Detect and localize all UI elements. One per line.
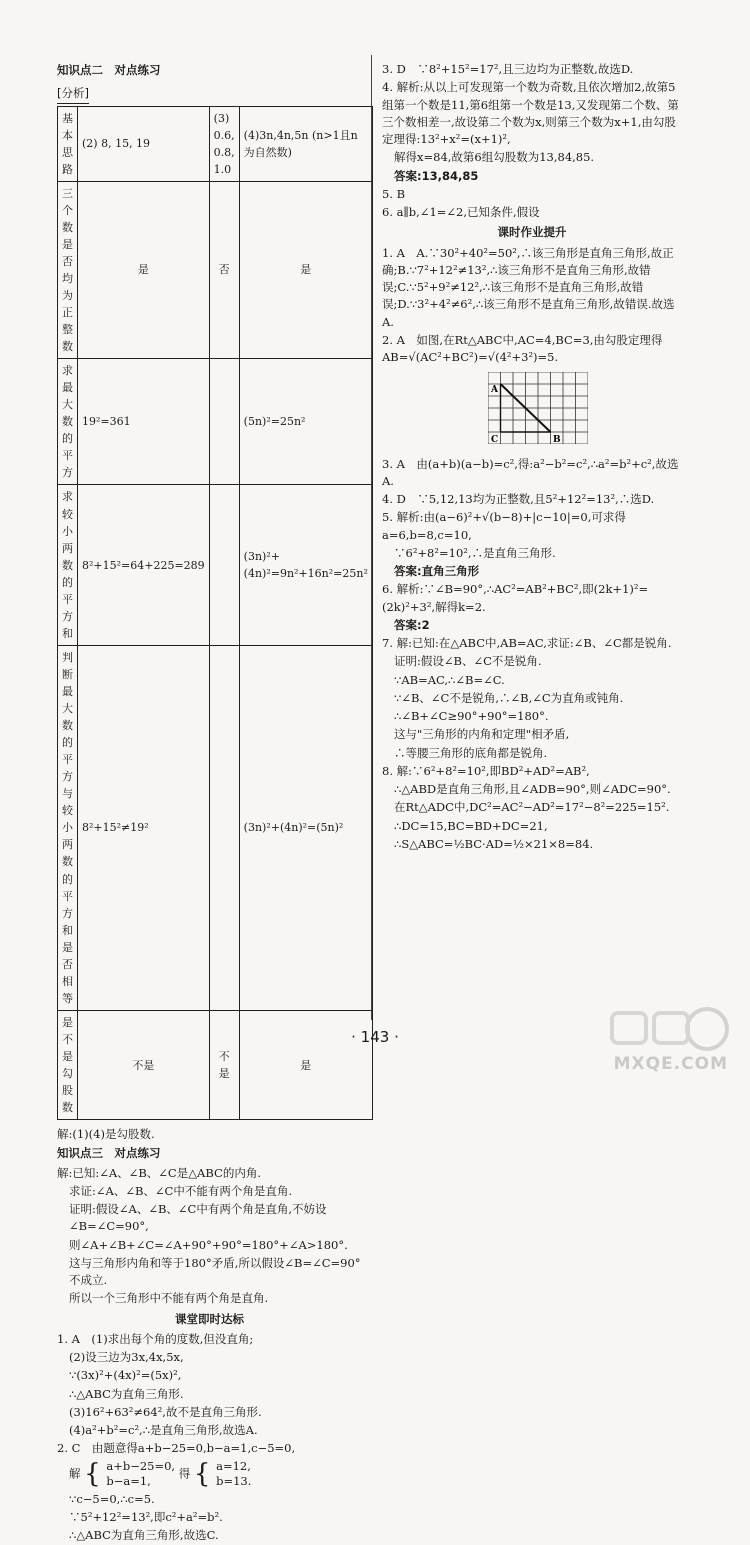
- system-line: b=13.: [216, 1474, 252, 1489]
- table-cell: [209, 359, 239, 485]
- proof-line: 则∠A+∠B+∠C=∠A+90°+90°=180°+∠A>180°.: [69, 1237, 348, 1252]
- answer-line: ∵∠B、∠C不是锐角,∴∠B,∠C为直角或钝角.: [394, 690, 624, 705]
- label-c: C: [491, 435, 499, 445]
- answer-line: 解得x=84,故第6组勾股数为13,84,85.: [394, 150, 595, 165]
- proof-line: 所以一个三角形中不能有两个角是直角.: [69, 1291, 269, 1306]
- proof-line: 这与三角形内角和等于180°矛盾,所以假设∠B=∠C=90°不成立.: [69, 1255, 361, 1288]
- answer-line: (3)16²+63²≠64²,故不是直角三角形.: [69, 1404, 262, 1419]
- row-header: 求较小两数的平方和: [58, 485, 78, 645]
- answer-line: 6. 解析:∵∠B=90°,∴AC²=AB²+BC²,即(2k+1)²=(2k)²+3²,解得k=2.: [382, 582, 649, 614]
- left-column: [57, 60, 368, 1545]
- row-header: 三个数是否均为正整数: [58, 181, 78, 358]
- answer-line: 3. D ∵8²+15²=17²,且三边均为正整数,故选D.: [382, 62, 634, 76]
- answer-label: 答案:13,84,85: [394, 168, 479, 183]
- row-header: 基本思路: [58, 106, 78, 181]
- brace-icon: {: [84, 1459, 101, 1490]
- answer-line: (2)设三边为3x,4x,5x,: [69, 1350, 184, 1365]
- homework-title: 课时作业提升: [497, 225, 567, 240]
- system-line: a=12,: [216, 1458, 251, 1473]
- table-cell: [209, 485, 239, 645]
- system-lines: [106, 1459, 175, 1490]
- table-cell: 8²+15²≠19²: [78, 645, 210, 1010]
- table-cell: (5n)²=25n²: [239, 359, 372, 485]
- answer-line: ∴S△ABC=½BC·AD=½×21×8=84.: [394, 836, 594, 851]
- answer-line: ∴△ABC为直角三角形,故选C.: [69, 1528, 219, 1543]
- analysis-table: [57, 106, 373, 1121]
- row-header: 判断最大数的平方与较小两数的平方和是否相等: [58, 645, 78, 1010]
- answer-line: ∵6²+8²=10²,∴是直角三角形.: [394, 545, 556, 560]
- table-cell: (3n)²+(4n)²=9n²+16n²=25n²: [239, 485, 372, 645]
- answer-line: ∴△ABD是直角三角形,且∠ADB=90°,则∠ADC=90°.: [394, 782, 671, 796]
- label-a: A: [491, 385, 498, 396]
- table-cell: 不是: [209, 1010, 239, 1119]
- answer-line: 8. 解:∵6²+8²=10²,即BD²+AD²=AB²,: [382, 763, 590, 778]
- table-cell: 是: [78, 181, 210, 358]
- system-line: b−a=1,: [106, 1474, 151, 1489]
- answer-line: 1. A (1)求出每个角的度数,但没直角;: [57, 1331, 254, 1346]
- system-line: a+b−25=0,: [106, 1458, 176, 1473]
- grid-figure: [488, 372, 682, 449]
- answer-line: 3. A 由(a+b)(a−b)=c²,得:a²−b²=c²,∴a²=b²+c²,故选A.: [382, 456, 679, 488]
- answer-line: ∴∠B+∠C≥90°+90°=180°.: [394, 709, 549, 723]
- result-label: 得: [178, 1466, 191, 1481]
- table-cell: (3) 0.6, 0.8, 1.0: [209, 106, 239, 181]
- answer-line: ∵5²+12²=13²,即c²+a²=b².: [69, 1509, 223, 1524]
- answer-line: ∴DC=15,BC=BD+DC=21,: [394, 818, 548, 833]
- row-header: 求最大数的平方: [58, 359, 78, 485]
- watermark-text: MXQE.COM: [613, 1053, 728, 1074]
- table-cell: 8²+15²=64+225=289: [78, 485, 210, 645]
- answer-line: ∵AB=AC,∴∠B=∠C.: [394, 672, 505, 687]
- table-row: [58, 645, 373, 1010]
- table-cell: 否: [209, 181, 239, 358]
- answer-label: 答案:直角三角形: [394, 564, 480, 578]
- table-row: [58, 485, 373, 645]
- table-cell: (2) 8, 15, 19: [78, 106, 210, 181]
- table-cell: 是: [239, 1010, 372, 1119]
- answer-line: 5. B: [382, 186, 406, 201]
- right-column: [382, 60, 682, 854]
- row-header: 是不是勾股数: [58, 1010, 78, 1119]
- answer-line: 1. A A.∵30²+40²=50²,∴该三角形是直角三角形,故正确;B.∵7²+12²≠13²,∴该三角形不是直角三角形,故错误;C.∵5²+9²≠12²,∴该三角形不是直角三角形,故错误;D.∵3²+4²≠6²,∴该三角形不是直角三角形,故错误.故选A.: [382, 245, 675, 329]
- table-row: [58, 106, 373, 181]
- class-practice-title: 课堂即时达标: [175, 1311, 244, 1326]
- answer-line: 5. 解析:由(a−6)²+√(b−8)+|c−10|=0,可求得a=6,b=8,c=10,: [382, 510, 626, 542]
- answer-label: 答案:2: [394, 617, 430, 632]
- table-cell: (4)3n,4n,5n (n>1且n为自然数): [239, 106, 372, 181]
- equation-system: [57, 1459, 362, 1490]
- answer-line: ∵c−5=0,∴c=5.: [69, 1491, 155, 1506]
- proof-line: 证明:假设∠A、∠B、∠C中有两个角是直角,不妨设∠B=∠C=90°,: [69, 1202, 327, 1234]
- system-result: [216, 1459, 251, 1490]
- section-title: 知识点二 对点练习: [57, 63, 161, 77]
- answer-line: ∴△ABC为直角三角形.: [69, 1386, 184, 1401]
- table-cell: 是: [239, 181, 372, 358]
- answer-line: 4. D ∵5,12,13均为正整数,且5²+12²=13²,∴选D.: [382, 492, 655, 506]
- answer-line: 证明:假设∠B、∠C不是锐角.: [394, 654, 542, 669]
- grid-diagram: [488, 372, 588, 444]
- table-cell: 19²=361: [78, 359, 210, 485]
- answer-line: ∵(3x)²+(4x)²=(5x)²,: [69, 1368, 182, 1383]
- answer-line: 7. 解:已知:在△ABC中,AB=AC,求证:∠B、∠C都是锐角.: [382, 636, 672, 650]
- conclusion-text: 解:(1)(4)是勾股数.: [57, 1127, 155, 1142]
- table-row: [58, 359, 373, 485]
- answer-line: 2. C 由题意得a+b−25=0,b−a=1,c−5=0,: [57, 1441, 296, 1456]
- table-cell: [209, 645, 239, 1010]
- table-cell: 不是: [78, 1010, 210, 1119]
- answer-line: (4)a²+b²=c²,∴是直角三角形,故选A.: [69, 1423, 258, 1438]
- answer-line: ∴等腰三角形的底角都是锐角.: [394, 745, 548, 760]
- brace-icon: {: [193, 1459, 211, 1490]
- answer-line: 2. A 如图,在Rt△ABC中,AC=4,BC=3,由勾股定理得AB=√(AC²+BC²)=√(4²+3²)=5.: [382, 332, 663, 364]
- label-b: B: [553, 435, 561, 445]
- solve-label: 解: [69, 1466, 81, 1481]
- answer-line: 6. a∥b,∠1=∠2,已知条件,假设: [382, 205, 540, 219]
- proof-line: 解:已知:∠A、∠B、∠C是△ABC的内角.: [57, 1165, 261, 1180]
- proof-line: 求证:∠A、∠B、∠C中不能有两个角是直角.: [69, 1183, 292, 1198]
- analysis-label: [分析]: [57, 85, 89, 103]
- answer-line: 这与"三角形的内角和定理"相矛盾,: [394, 727, 570, 742]
- answer-line: 4. 解析:从以上可发现第一个数为奇数,且依次增加2,故第5组第一个数是11,第6组第一个数是13,又发现第二个数、第三个数相差一,故设第二个数为x,则第三个数为x+1,由勾股定理得:13²+x²=(x+1)²,: [382, 80, 679, 146]
- answer-line: 在Rt△ADC中,DC²=AC²−AD²=17²−8²=225=15².: [394, 800, 670, 815]
- section-title: 知识点三 对点练习: [57, 1146, 161, 1161]
- page-number: · 143 ·: [351, 1028, 399, 1046]
- table-cell: (3n)²+(4n)²=(5n)²: [239, 645, 372, 1010]
- table-row: [58, 181, 373, 358]
